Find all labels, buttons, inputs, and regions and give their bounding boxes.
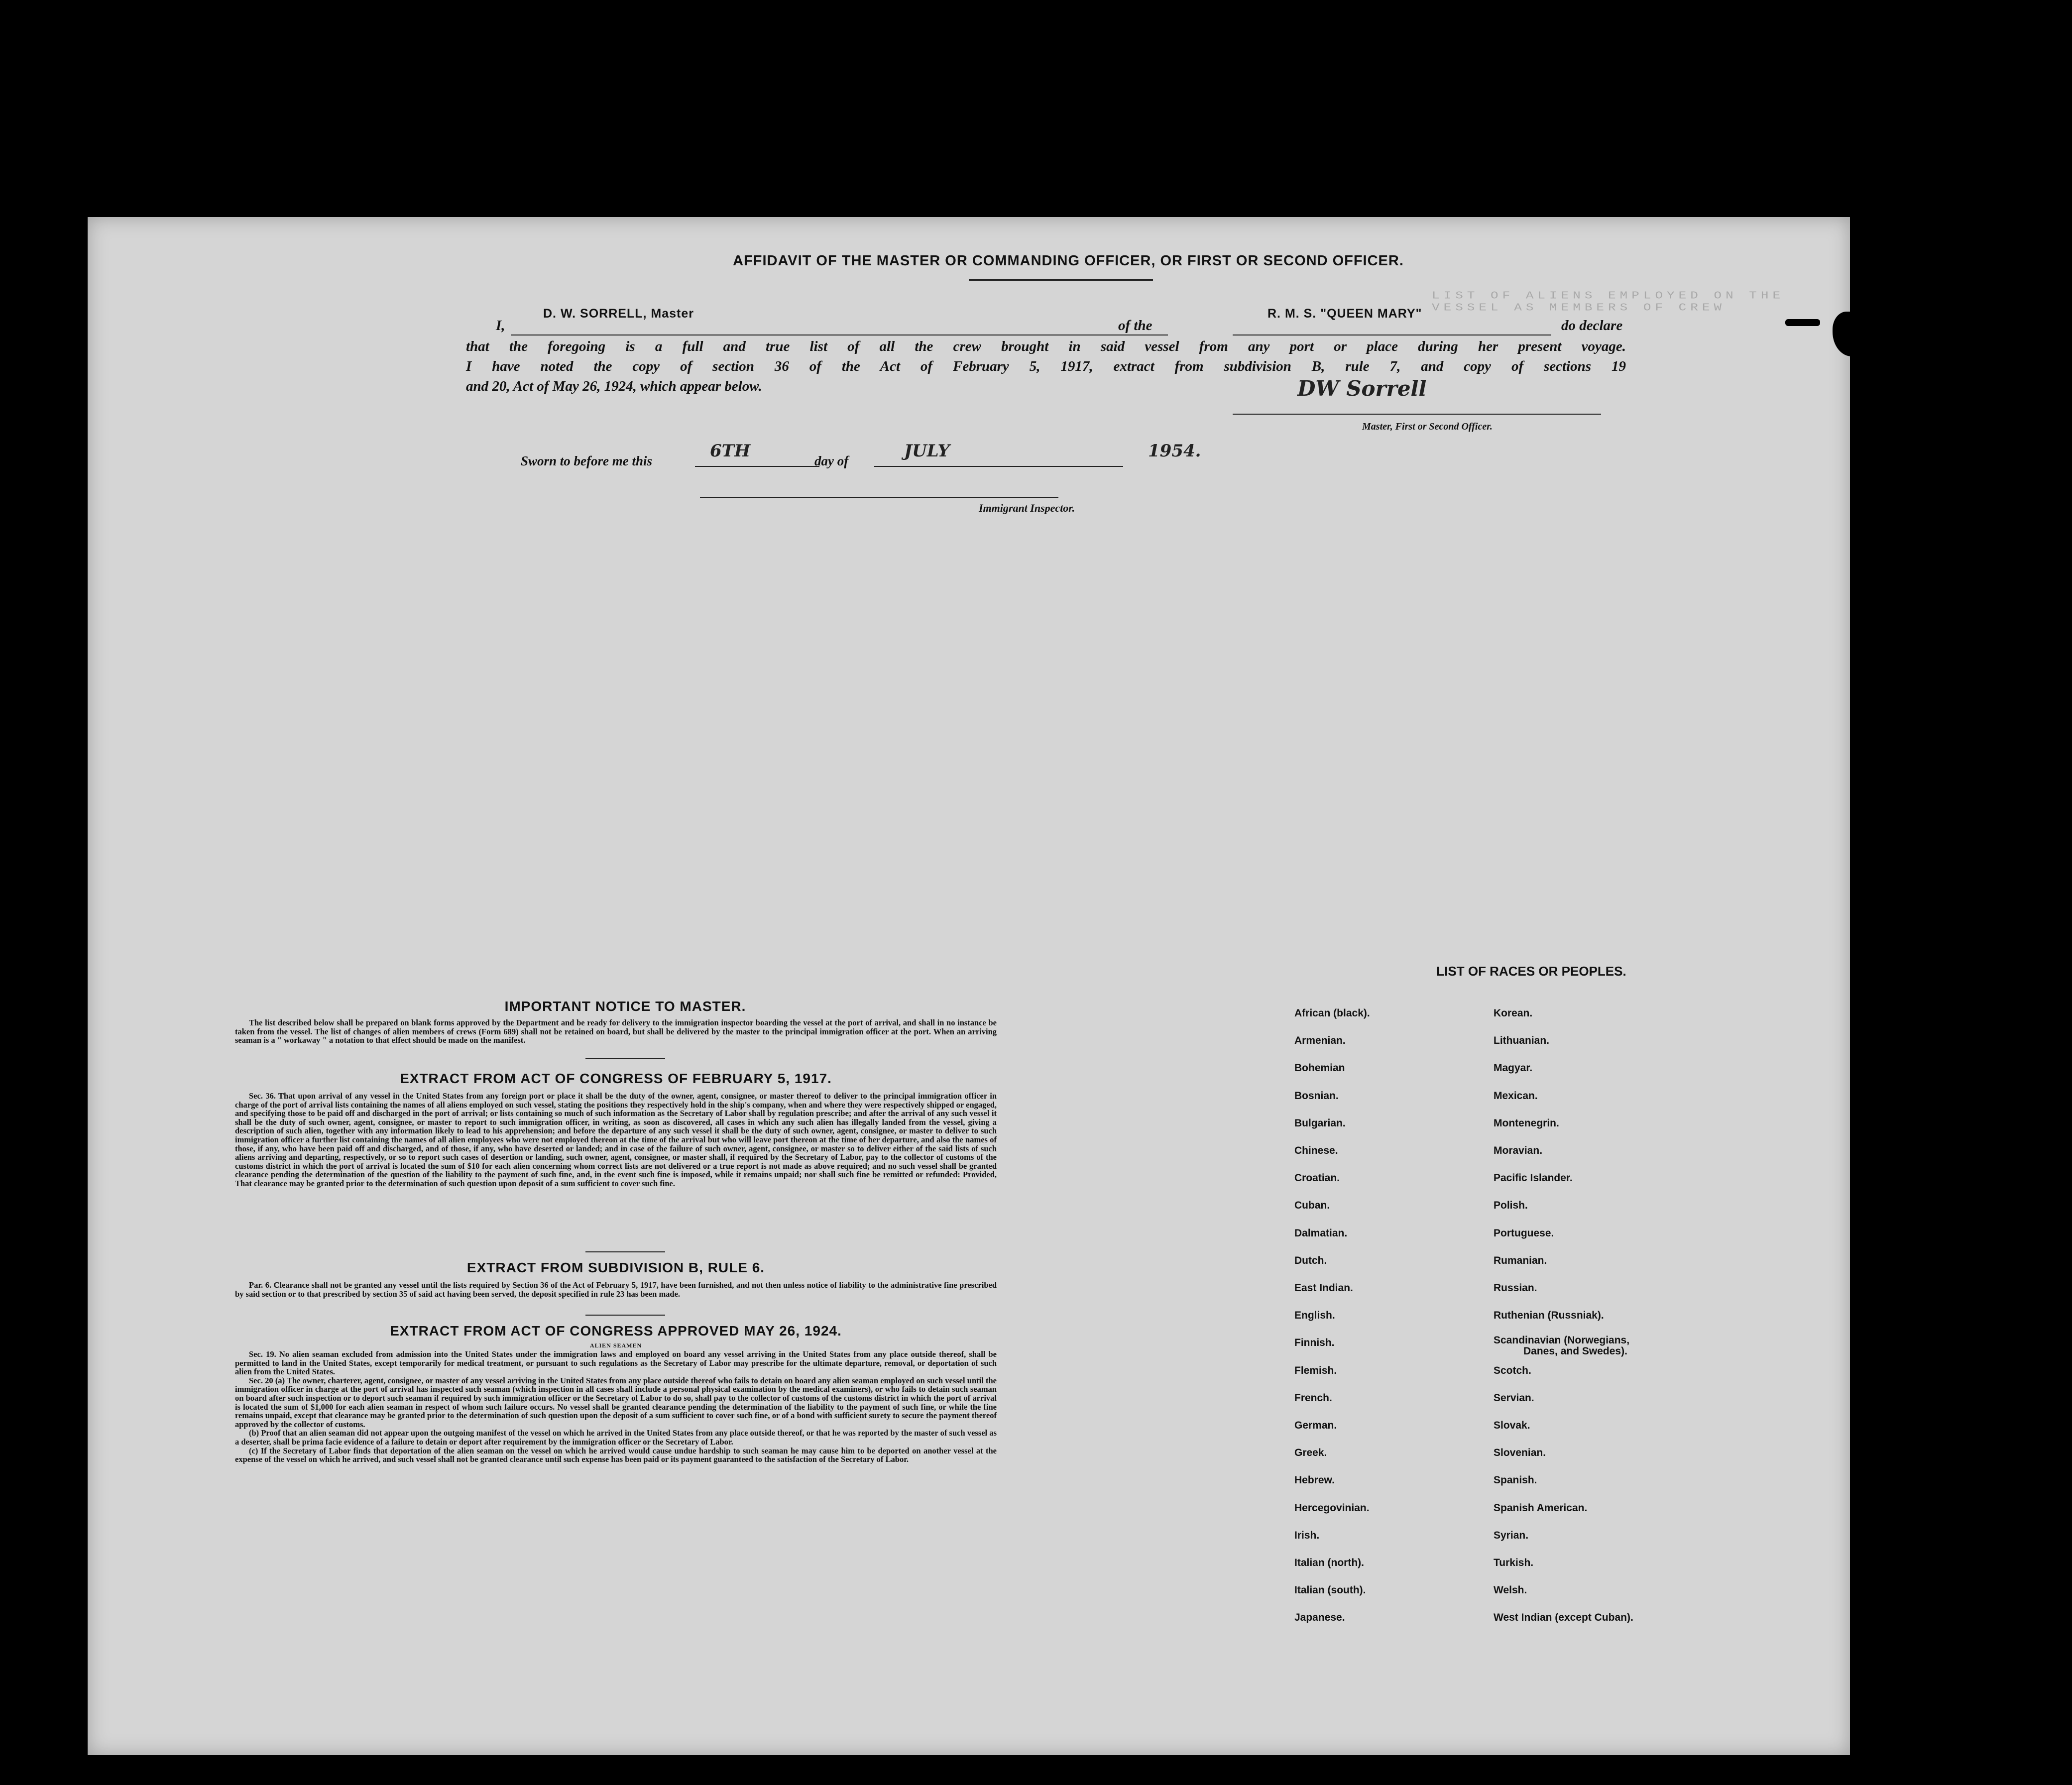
master-name: D. W. SORRELL, Master — [543, 307, 694, 321]
races-title: LIST OF RACES OR PEOPLES. — [1436, 964, 1626, 979]
notice-paragraph: The list described below shall be prepared on blank forms approved by the Department and be ready for delivery to the immigration inspector boarding the vessel at the port of arrival, and shall in no instance be taken from the vessel. The list of changes of alien members of crews (Form 689) shall not be retained on board, but shall be delivered by the master to the principal immigration officer at the port. When an arriving seaman is a " workaway " a notation to that effect should be made on the manifest. — [235, 1018, 997, 1045]
race-item: Ruthenian (Russniak). — [1494, 1310, 1604, 1322]
race-item: German. — [1294, 1420, 1337, 1431]
punch-hole — [1850, 1158, 1873, 1181]
race-item: Spanish. — [1494, 1474, 1537, 1486]
race-item: Irish. — [1294, 1529, 1320, 1541]
master-signature: DW Sorrell — [1297, 376, 1427, 401]
race-item: Pacific Islander. — [1494, 1172, 1573, 1184]
punch-hole — [1850, 1541, 1873, 1564]
race-item: Hebrew. — [1294, 1474, 1335, 1486]
race-item: Servian. — [1494, 1392, 1534, 1404]
declaration-line-1: that the foregoing is a full and true list of all the crew brought in said vessel from any port or place during her present voyage. — [466, 338, 1626, 354]
race-item: Japanese. — [1294, 1612, 1345, 1624]
race-item: Italian (south). — [1294, 1584, 1366, 1596]
race-item: Italian (north). — [1294, 1557, 1364, 1568]
punch-hole — [1850, 645, 1873, 668]
race-item: Moravian. — [1494, 1145, 1543, 1156]
race-item: Rumanian. — [1494, 1254, 1547, 1266]
race-item: Scotch. — [1494, 1364, 1531, 1376]
race-item: Lithuanian. — [1494, 1035, 1549, 1047]
do-declare-label: do declare — [1561, 318, 1623, 334]
of-the-label: of the — [1118, 318, 1152, 334]
act-1924-subtitle: ALIEN SEAMEN — [589, 1342, 642, 1349]
ink-blot — [1833, 312, 1867, 356]
affidavit-title: AFFIDAVIT OF THE MASTER OR COMMANDING OFFICER, OR FIRST OR SECOND OFFICER. — [733, 253, 1404, 269]
act-1924-title: EXTRACT FROM ACT OF CONGRESS APPROVED MAY 26, 1924. — [390, 1323, 842, 1339]
race-item-line: Danes, and Swedes). — [1523, 1345, 1627, 1357]
race-item: West Indian (except Cuban). — [1494, 1612, 1633, 1624]
race-item: Dalmatian. — [1294, 1227, 1348, 1239]
act-1924-sec20c: (c) If the Secretary of Labor finds that deportation of the alien seaman on the vessel on which he arrived would cause undue hardship to such seaman he may cause him to be deported on another vessel at the expense of the vessel on which he arrived, and such vessel shall not be granted clearance until such expense has been paid or its payment guaranteed to the satisfaction of the Secretary of Labor. — [235, 1446, 997, 1464]
race-item: Mexican. — [1494, 1090, 1538, 1102]
act-1917-title: EXTRACT FROM ACT OF CONGRESS OF FEBRUARY 5, 1917. — [400, 1071, 832, 1086]
race-item: Croatian. — [1294, 1172, 1340, 1184]
punch-hole — [1850, 1237, 1873, 1260]
day-line — [695, 466, 819, 467]
race-item: Portuguese. — [1494, 1227, 1554, 1239]
punch-hole — [1850, 1466, 1873, 1489]
race-item: Slovak. — [1494, 1420, 1530, 1431]
race-item: Armenian. — [1294, 1035, 1346, 1047]
race-item: East Indian. — [1294, 1282, 1353, 1294]
punch-hole — [1850, 411, 1873, 434]
race-item: Finnish. — [1294, 1337, 1335, 1349]
race-item — [1494, 1335, 1663, 1357]
race-item: Dutch. — [1294, 1254, 1327, 1266]
bleed-through-text: LIST OF ALIENS EMPLOYED ON THE VESSEL AS MEMBERS OF CREW — [1432, 290, 1785, 314]
act-1917-sec36: Sec. 36. That upon arrival of any vessel in the United States from any foreign port or place it shall be the duty of the owner, agent, consignee, or master thereof to deliver to the principal immigration officer in charge of the port of arrival lists containing the names of all aliens employed on such vessel, stating the positions they respectively hold in the ship's company, when and where they were respectively shipped or engaged, and specifying those to be paid off and discharged in the port of arrival; or lists containing so much of such information as the Secretary of Labor shall by regulation prescribe; and after the arrival of any such vessel it shall be the duty of such owner, agent, consignee, or master to report to such immigration officer, in writing, as soon as discovered, all cases in which any such alien has illegally landed from the vessel, giving a description of such alien, together with any information likely to lead to his apprehension; and before the departure of any such vessel it shall be the duty of such owner, agent, consignee, or master to deliver to such immigration officer a further list containing the names of all alien employees who were not employed thereon at the time of the arrival but who will leave port thereon at the time of her departure, and also the names of those, if any, who have been paid off and discharged, and of those, if any, who have deserted or landed; and in case of the failure of such owner, agent, consignee, or master so to deliver either of the said lists of such aliens arriving and departing, respectively, or so to report such cases of desertion or landing, such owner, agent, consignee, or master shall, if required by the Secretary of Labor, pay to the collector of customs of the customs district in which the port of arrival is located the sum of $10 for each alien concerning whom correct lists are not delivered or a true report is not made as above required; and no such vessel shall be granted clearance pending the determination of the question of the liability to the payment of such fine, and, in the event such fine is imposed, while it remains unpaid; nor shall such fine be remitted or refunded: Provided, That clearance may be granted prior to the determination of such question upon deposit of a sum sufficient to cover such fine. — [235, 1091, 997, 1188]
document-page — [88, 217, 1850, 1755]
act-1924-sec20b: (b) Proof that an alien seaman did not appear upon the outgoing manifest of the vessel on which he arrived in the United States from any place outside thereof, or that he was reported by the master of such vessel as a deserter, shall be prima facie evidence of a failure to detain or deport after requirement by the immigration officer or the Secretary of Labor. — [235, 1428, 997, 1447]
act-1917-text — [235, 1092, 997, 1188]
race-item: Polish. — [1494, 1200, 1528, 1212]
race-item: Bulgarian. — [1294, 1117, 1346, 1129]
race-item: Welsh. — [1494, 1584, 1527, 1596]
race-item: Syrian. — [1494, 1529, 1529, 1541]
race-item: Slovenian. — [1494, 1447, 1546, 1459]
i-label: I, — [496, 318, 505, 334]
section-divider — [585, 1251, 665, 1252]
declaration-line-3: and 20, Act of May 26, 1924, which appear below. — [466, 378, 762, 394]
signature-line — [1233, 414, 1601, 415]
race-item: English. — [1294, 1310, 1335, 1322]
signature-caption: Master, First or Second Officer. — [1362, 421, 1493, 432]
title-underline — [969, 279, 1153, 281]
punch-hole — [1850, 725, 1873, 748]
race-item: African (black). — [1294, 1007, 1370, 1019]
race-item: Hercegovinian. — [1294, 1502, 1370, 1514]
notice-text — [235, 1018, 997, 1045]
race-item: Flemish. — [1294, 1364, 1337, 1376]
subdivision-b-title: EXTRACT FROM SUBDIVISION B, RULE 6. — [466, 1260, 765, 1275]
subdivision-b-text — [235, 1281, 997, 1298]
sworn-day: 6TH — [710, 441, 751, 461]
month-line — [874, 466, 1123, 467]
race-item: Greek. — [1294, 1447, 1327, 1459]
sworn-label: Sworn to before me this — [521, 453, 653, 468]
vessel-name: R. M. S. "QUEEN MARY" — [1267, 307, 1422, 321]
ink-mark — [1785, 319, 1820, 326]
race-item: Spanish American. — [1494, 1502, 1588, 1514]
race-item: Korean. — [1494, 1007, 1533, 1019]
act-1924-sec20a: Sec. 20 (a) The owner, charterer, agent, consignee, or master of any vessel arriving in the United States from any place outside thereof who fails to detain on board any alien seaman employed on such vessel until the immigration officer in charge at the port of arrival has inspected such seaman (which inspection in all cases shall include a personal physical examination by the medical examiners), or who fails to detain such seaman on board after such inspection or to deport such seaman if required by such immigration officer or the Secretary of Labor to do so, shall pay to the collector of customs of the customs district in which the port of arrival is located the sum of $1,000 for each alien seaman in respect of whom such failure occurs. No vessel shall be granted clearance pending the determination of the liability to the payment of such fine, or while the fine remains unpaid, except that clearance may be granted prior to the determination of such question upon the deposit of a sum sufficient to cover such fine, or of a bond with sufficient surety to secure the payment thereof approved by the collector of customs. — [235, 1375, 997, 1429]
race-item-line: Scandinavian (Norwegians, — [1494, 1335, 1630, 1346]
act-1924-text — [235, 1350, 997, 1464]
inspector-caption: Immigrant Inspector. — [979, 502, 1075, 514]
race-item: Montenegrin. — [1494, 1117, 1559, 1129]
sworn-year: 1954. — [1148, 441, 1201, 461]
day-of-label: day of — [814, 453, 849, 468]
race-item: Turkish. — [1494, 1557, 1534, 1568]
race-item: French. — [1294, 1392, 1332, 1404]
race-item: Bosnian. — [1294, 1090, 1339, 1102]
notice-title: IMPORTANT NOTICE TO MASTER. — [504, 999, 746, 1014]
subdivision-b-par6: Par. 6. Clearance shall not be granted any vessel until the lists required by Section 36 of the Act of February 5, 1917, have been furnished, and not then unless notice of liability to the administrative fine prescribed by said section or to that prescribed by section 35 of said act having been served, the deposit specified in rule 23 has been made. — [235, 1280, 997, 1299]
section-divider — [585, 1058, 665, 1059]
race-item: Chinese. — [1294, 1145, 1338, 1156]
race-item: Bohemian — [1294, 1062, 1345, 1074]
race-item: Cuban. — [1294, 1200, 1330, 1212]
sworn-month: JULY — [904, 441, 950, 461]
declaration-line-2: I have noted the copy of section 36 of the Act of February 5, 1917, extract from subdivision B, rule 7, and copy of sections 19 — [466, 358, 1626, 374]
section-divider — [585, 1315, 665, 1316]
act-1924-sec19: Sec. 19. No alien seaman excluded from admission into the United States under the immigration laws and employed on board any vessel arriving in the United States from any place outside thereof, shall be permitted to land in the United States, except temporarily for medical treatment, or pursuant to such regulations as the Secretary of Labor may prescribe for the ultimate departure, removal, or deportation of such alien from the United States. — [235, 1349, 997, 1377]
race-item: Russian. — [1494, 1282, 1537, 1294]
inspector-line — [700, 497, 1058, 498]
race-item: Magyar. — [1494, 1062, 1533, 1074]
